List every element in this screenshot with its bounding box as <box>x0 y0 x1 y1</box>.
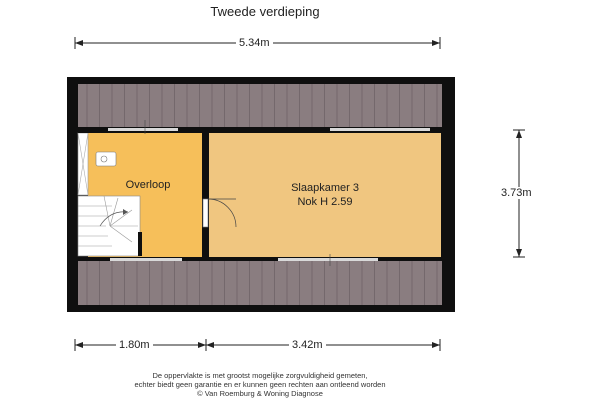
room-detail-slaapkamer: Nok H 2.59 <box>297 196 353 208</box>
washbasin-icon <box>96 152 116 166</box>
staircase <box>78 196 142 256</box>
disclaimer <box>0 371 520 398</box>
dimension-right-label: 3.73m <box>498 187 535 199</box>
window-bottom-left <box>110 258 182 261</box>
disclaimer-line-2: echter biedt geen garantie en er kunnen geen rechten aan ontleend worden <box>134 380 386 389</box>
floor-title: Tweede verdieping <box>210 4 320 19</box>
room-label-overloop: Overloop <box>125 179 171 191</box>
dimension-top-label: 5.34m <box>236 37 273 49</box>
window-top-right <box>330 128 430 131</box>
disclaimer-line-3: © Van Roemburg & Woning Diagnose <box>197 389 323 398</box>
interior-wall <box>202 127 209 261</box>
dimension-bottom-right-label: 3.42m <box>289 339 326 351</box>
window-bottom-right <box>278 258 378 261</box>
window-top-left <box>108 128 178 131</box>
roof-slope-top <box>78 84 442 127</box>
roof-slope-bottom <box>78 261 442 305</box>
disclaimer-line-1: De oppervlakte is met grootst mogelijke zorgvuldigheid gemeten, <box>152 371 368 380</box>
room-label-slaapkamer: Slaapkamer 3 <box>291 182 359 194</box>
dimension-bottom-left-label: 1.80m <box>116 339 153 351</box>
